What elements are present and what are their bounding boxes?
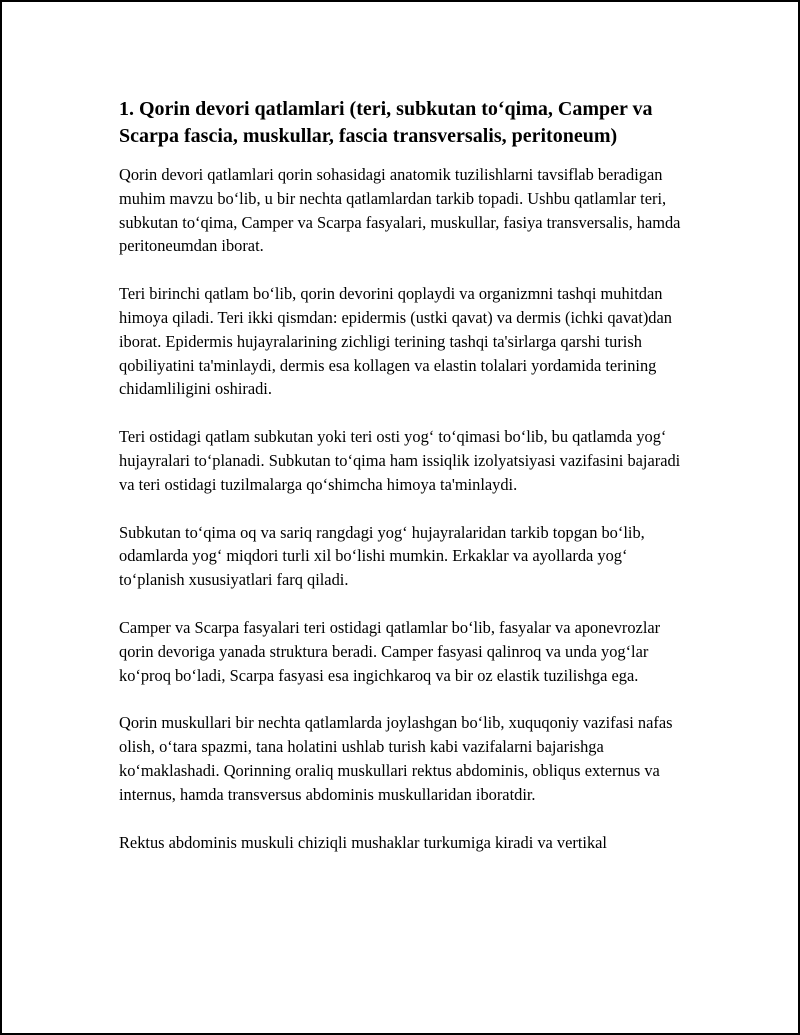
document-content bbox=[119, 96, 689, 854]
paragraph-subcutaneous: Teri ostidagi qatlam subkutan yoki teri osti yog‘ to‘qimasi bo‘lib, bu qatlamda yog‘ hujayralari to‘planadi. Subkutan to‘qima ham issiqlik izolyatsiyasi vazifasini bajaradi va teri ostidagi tuzilmalarga qo‘shimcha himoya ta'minlaydi. bbox=[119, 427, 681, 494]
paragraph-rectus-abdominis: Rektus abdominis muskuli chiziqli mushaklar turkumiga kiradi va vertikal bbox=[119, 832, 607, 852]
paragraph-muscles: Qorin muskullari bir nechta qatlamlarda joylashgan bo‘lib, xuquqoniy vazifasi nafas olish, o‘tara spazmi, tana holatini ushlab turish kabi vazifalarni bajarishga ko‘maklashadi. Qorinning oraliq muskullari rektus abdominis, obliqus externus va internus, hamda transversus abdominis muskullaridan iboratdir. bbox=[119, 713, 673, 804]
paragraph-intro: Qorin devori qatlamlari qorin sohasidagi anatomik tuzilishlarni tavsiflab beradigan muhim mavzu bo‘lib, u bir nechta qatlamlardan tarkib topadi. Ushbu qatlamlar teri, subkutan to‘qima, Camper va Scarpa fasyalari, muskullar, fasiya transversalis, hamda peritoneumdan iborat. bbox=[119, 165, 681, 256]
section-heading: 1. Qorin devori qatlamlari (teri, subkutan to‘qima, Camper va Scarpa fascia, muskullar, fascia transversalis, peritoneum) bbox=[119, 98, 653, 147]
paragraph-skin: Teri birinchi qatlam bo‘lib, qorin devorini qoplaydi va organizmni tashqi muhitdan himoya qiladi. Teri ikki qismdan: epidermis (ustki qavat) va dermis (ichki qavat)dan iborat. Epidermis hujayralarining zichligi terining tashqi ta'sirlarga qarshi turish qobiliyatini ta'minlaydi, dermis esa kollagen va elastin tolalari yordamida terining chidamliligini oshiradi. bbox=[119, 284, 672, 399]
paragraph-camper-scarpa: Camper va Scarpa fasyalari teri ostidagi qatlamlar bo‘lib, fasyalar va aponevrozlar qorin devoriga yanada struktura beradi. Camper fasyasi qalinroq va unda yog‘lar ko‘proq bo‘ladi, Scarpa fasyasi esa ingichkaroq va bir oz elastik tuzilishga ega. bbox=[119, 617, 661, 685]
paragraph-fat-tissue: Subkutan to‘qima oq va sariq rangdagi yog‘ hujayralaridan tarkib topgan bo‘lib, odamlarda yog‘ miqdori turli xil bo‘lishi mumkin. Erkaklar va ayollarda yog‘ to‘planish xususiyatlari farq qiladi. bbox=[119, 522, 645, 590]
